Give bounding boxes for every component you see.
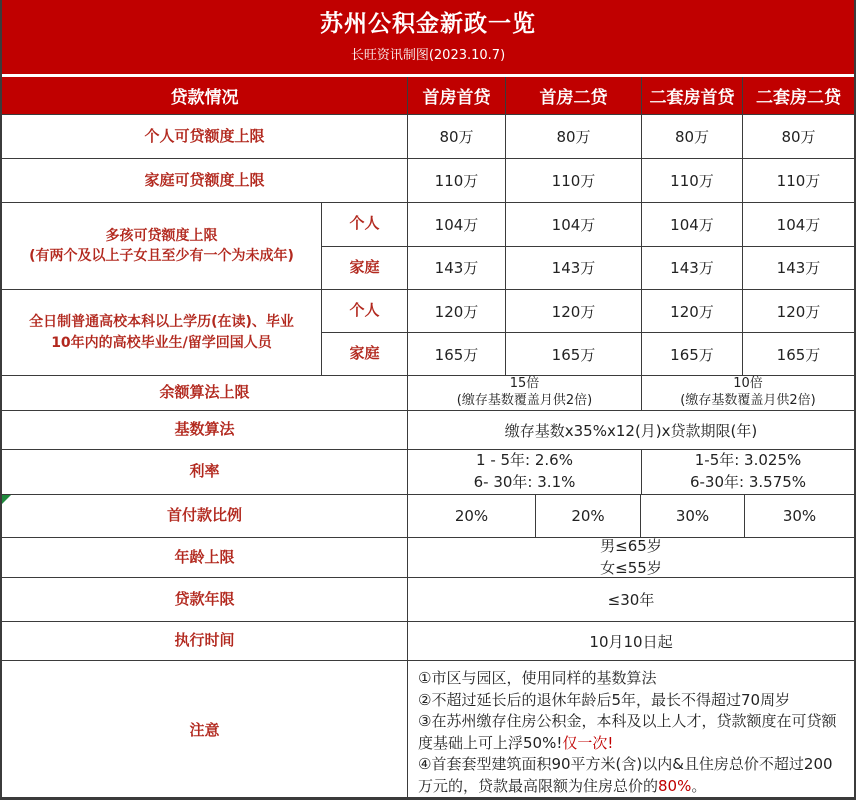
value-cell: 104万 (642, 203, 743, 246)
merged-value-full: ≤30年 (607, 591, 655, 609)
row-label: 贷款年限 (2, 578, 408, 621)
subrow-label: 个人 (322, 290, 408, 332)
value-cell: 165万 (408, 333, 506, 375)
age-limit-line1: 男≤65岁 (600, 538, 662, 555)
group-label-line2: 10年内的高校毕业生/留学回国人员 (51, 334, 272, 351)
table-row-notes (2, 661, 854, 800)
group-subrows (322, 290, 854, 375)
balance-left-line1: 15倍 (509, 376, 540, 392)
row-label: 年龄上限 (2, 538, 408, 577)
subrow-label: 家庭 (322, 333, 408, 375)
merged-value-full: 缴存基数x35%x12(月)x贷款期限(年) (504, 421, 758, 440)
row-label: 注意 (2, 661, 408, 800)
balance-right-line2: (缴存基数覆盖月供2倍) (680, 393, 816, 408)
value-cell: 104万 (408, 203, 506, 246)
value-cell: 104万 (506, 203, 642, 246)
value-cell: 104万 (776, 215, 821, 234)
value-cell: 120万 (776, 302, 821, 321)
table-group-multi-child (2, 203, 854, 290)
balance-left-line2: (缴存基数覆盖月供2倍) (456, 393, 593, 408)
rate-left-line1: 1 - 5年: 2.6% (476, 451, 573, 470)
value-cell: 120万 (506, 290, 642, 332)
group-label-line1: 全日制普通高校本科以上学历(在读)、毕业 (29, 314, 294, 331)
rate-left-line2: 6- 30年: 3.1% (473, 473, 576, 491)
note-item-2: ②不超过延长后的退休年龄后5年，最长不得超过70周岁 (418, 690, 791, 709)
note-item-4-period: 。 (691, 776, 707, 795)
table-row-down-payment (2, 495, 854, 538)
note-item-1: ①市区与园区，使用同样的基数算法 (418, 669, 657, 687)
subrow-label: 家庭 (322, 247, 408, 290)
value-cell: 120万 (642, 290, 743, 332)
value-cell: 165万 (776, 345, 821, 364)
merged-value-left (408, 450, 642, 494)
note-item-4-text: ④首套套型建筑面积90平方米(含)以内&且住房总价不超过200万元的，贷款最高限额为住房总价的 (418, 755, 833, 795)
header-loan-situation: 贷款情况 (2, 77, 408, 114)
balance-right-line1: 10倍 (733, 376, 763, 392)
note-item-3 (418, 711, 844, 754)
rate-right-line2: 6-30年: 3.575% (689, 473, 807, 491)
subrow-family (322, 247, 854, 290)
note-item-3-text: ③在苏州缴存住房公积金，本科及以上人才，贷款额度在可贷额度基础上可上浮50%! (418, 712, 837, 752)
table-row-effective-date (2, 622, 854, 661)
value-cell: 20% (408, 495, 536, 537)
value-cell: 80万 (642, 115, 743, 158)
value-cell: 80万 (408, 115, 506, 158)
row-label: 利率 (2, 450, 408, 494)
row-label: 执行时间 (2, 622, 408, 660)
page-subtitle: 长旺资讯制图(2023.10.7) (350, 47, 506, 63)
value-cell: 143万 (506, 247, 642, 290)
header-row (2, 77, 854, 115)
row-label: 首付款比例 (2, 495, 408, 537)
subrow-label: 个人 (322, 203, 408, 246)
row-label: 个人可贷额度上限 (2, 115, 408, 158)
table-row-personal-limit (2, 115, 854, 159)
note-item-4 (418, 754, 844, 797)
table-row-family-limit (2, 159, 854, 203)
value-cell: 30% (782, 507, 817, 525)
row-label: 家庭可贷额度上限 (2, 159, 408, 202)
subrow-personal (322, 290, 854, 333)
value-cell: 30% (641, 495, 745, 537)
value-cell: 110万 (506, 159, 642, 202)
value-cell: 110万 (408, 159, 506, 202)
title-banner (2, 0, 854, 77)
merged-value-left (408, 376, 642, 410)
table-group-graduates (2, 290, 854, 376)
group-label-line2: (有两个及以上子女且至少有一个为未成年) (29, 248, 294, 264)
value-cell: 143万 (642, 247, 743, 290)
table-row-age-limit (2, 538, 854, 578)
value-cell: 143万 (408, 247, 506, 290)
green-corner-marker-icon (2, 495, 11, 504)
note-item-3-highlight: 仅一次! (562, 733, 614, 752)
subrow-family (322, 333, 854, 375)
merged-value-full: 10月10日起 (589, 632, 673, 651)
merged-value-full (408, 538, 854, 577)
notes-content (408, 661, 854, 800)
table-row-balance-method (2, 376, 854, 411)
header-col-first-home-second-loan: 首房二贷 (506, 77, 642, 114)
value-cell: 80万 (506, 115, 642, 158)
row-label: 余额算法上限 (2, 376, 408, 410)
value-cell: 110万 (642, 159, 743, 202)
group-label (2, 203, 322, 289)
merged-value-right (642, 450, 854, 494)
group-label (2, 290, 322, 375)
note-item-4-highlight: 80% (658, 776, 692, 795)
group-label-line1: 多孩可贷额度上限 (105, 227, 218, 244)
header-col-second-home-second-loan: 二套房二贷 (743, 77, 854, 114)
age-limit-line2: 女≤55岁 (600, 558, 662, 577)
value-cell: 80万 (781, 128, 816, 146)
value-cell: 143万 (776, 259, 821, 278)
header-col-first-home-first-loan: 首房首贷 (408, 77, 506, 114)
value-cell: 165万 (506, 333, 642, 375)
merged-value-right (642, 376, 854, 410)
value-cell: 120万 (408, 290, 506, 332)
subrow-personal (322, 203, 854, 247)
value-cell: 20% (536, 495, 641, 537)
page-title: 苏州公积金新政一览 (320, 11, 536, 38)
value-cell: 165万 (642, 333, 743, 375)
table-row-interest-rate (2, 450, 854, 495)
rate-right-line1: 1-5年: 3.025% (694, 451, 802, 470)
header-col-second-home-first-loan: 二套房首贷 (642, 77, 743, 114)
row-label: 基数算法 (2, 411, 408, 449)
table-row-loan-term (2, 578, 854, 622)
table-row-base-method (2, 411, 854, 450)
group-subrows (322, 203, 854, 289)
value-cell: 110万 (776, 172, 821, 190)
